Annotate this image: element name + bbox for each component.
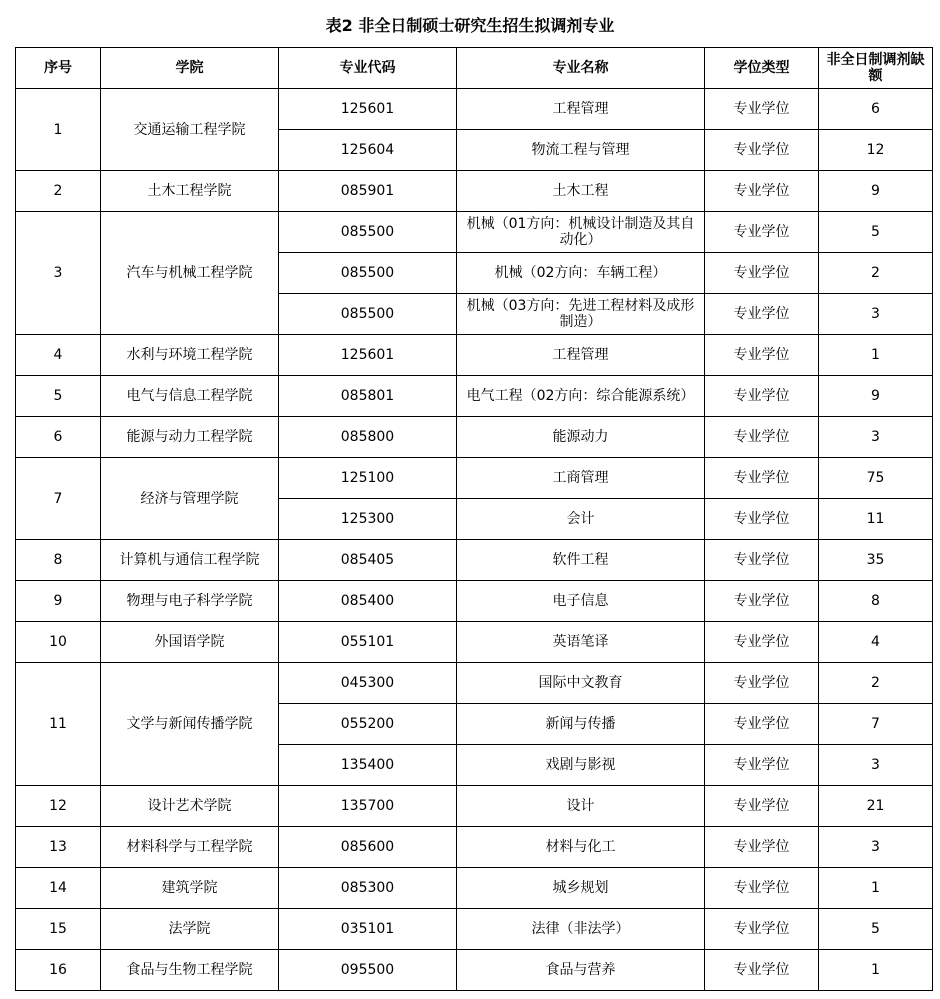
cell-major: 工商管理	[457, 458, 705, 499]
cell-quota: 6	[819, 89, 933, 130]
cell-code: 135400	[279, 745, 457, 786]
cell-major: 工程管理	[457, 89, 705, 130]
cell-seq: 10	[16, 622, 101, 663]
cell-quota: 5	[819, 212, 933, 253]
cell-degree: 专业学位	[705, 827, 819, 868]
cell-code: 125604	[279, 130, 457, 171]
adjustment-table	[15, 47, 933, 991]
table-row	[16, 868, 933, 909]
cell-quota: 4	[819, 622, 933, 663]
cell-code: 035101	[279, 909, 457, 950]
cell-degree: 专业学位	[705, 89, 819, 130]
table-row	[16, 89, 933, 130]
cell-college: 建筑学院	[101, 868, 279, 909]
cell-quota: 1	[819, 335, 933, 376]
cell-code: 085901	[279, 171, 457, 212]
cell-major: 材料与化工	[457, 827, 705, 868]
header-code: 专业代码	[279, 48, 457, 89]
cell-degree: 专业学位	[705, 171, 819, 212]
cell-degree: 专业学位	[705, 540, 819, 581]
cell-degree: 专业学位	[705, 335, 819, 376]
table-row	[16, 376, 933, 417]
cell-code: 085405	[279, 540, 457, 581]
cell-college: 交通运输工程学院	[101, 89, 279, 171]
cell-college: 设计艺术学院	[101, 786, 279, 827]
cell-code: 085800	[279, 417, 457, 458]
cell-college: 材料科学与工程学院	[101, 827, 279, 868]
cell-code: 085600	[279, 827, 457, 868]
cell-college: 汽车与机械工程学院	[101, 212, 279, 335]
cell-major: 电子信息	[457, 581, 705, 622]
cell-degree: 专业学位	[705, 212, 819, 253]
cell-major: 机械（01方向：机械设计制造及其自动化）	[457, 212, 705, 253]
table-header-row	[16, 48, 933, 89]
table-body	[16, 89, 933, 991]
table-row	[16, 417, 933, 458]
cell-code: 095500	[279, 950, 457, 991]
table-row	[16, 622, 933, 663]
cell-code: 125100	[279, 458, 457, 499]
cell-seq: 6	[16, 417, 101, 458]
cell-code: 125601	[279, 335, 457, 376]
cell-major: 设计	[457, 786, 705, 827]
header-quota: 非全日制调剂缺额	[819, 48, 933, 89]
cell-quota: 7	[819, 704, 933, 745]
cell-degree: 专业学位	[705, 622, 819, 663]
cell-code: 125300	[279, 499, 457, 540]
cell-code: 055200	[279, 704, 457, 745]
cell-college: 经济与管理学院	[101, 458, 279, 540]
cell-college: 文学与新闻传播学院	[101, 663, 279, 786]
cell-major: 会计	[457, 499, 705, 540]
cell-degree: 专业学位	[705, 581, 819, 622]
cell-major: 机械（02方向：车辆工程）	[457, 253, 705, 294]
cell-seq: 3	[16, 212, 101, 335]
cell-seq: 5	[16, 376, 101, 417]
cell-major: 城乡规划	[457, 868, 705, 909]
cell-seq: 12	[16, 786, 101, 827]
cell-quota: 11	[819, 499, 933, 540]
header-major: 专业名称	[457, 48, 705, 89]
cell-seq: 14	[16, 868, 101, 909]
cell-major: 电气工程（02方向：综合能源系统）	[457, 376, 705, 417]
table-row	[16, 171, 933, 212]
cell-seq: 13	[16, 827, 101, 868]
cell-major: 软件工程	[457, 540, 705, 581]
table-row	[16, 581, 933, 622]
table-row	[16, 458, 933, 499]
cell-code: 085400	[279, 581, 457, 622]
cell-code: 085500	[279, 294, 457, 335]
header-college: 学院	[101, 48, 279, 89]
cell-degree: 专业学位	[705, 376, 819, 417]
table-row	[16, 950, 933, 991]
cell-major: 法律（非法学）	[457, 909, 705, 950]
cell-seq: 16	[16, 950, 101, 991]
cell-college: 物理与电子科学学院	[101, 581, 279, 622]
cell-quota: 12	[819, 130, 933, 171]
cell-quota: 8	[819, 581, 933, 622]
cell-degree: 专业学位	[705, 868, 819, 909]
cell-quota: 9	[819, 376, 933, 417]
cell-major: 机械（03方向：先进工程材料及成形制造）	[457, 294, 705, 335]
table-row	[16, 540, 933, 581]
cell-quota: 3	[819, 294, 933, 335]
cell-major: 物流工程与管理	[457, 130, 705, 171]
cell-major: 英语笔译	[457, 622, 705, 663]
cell-major: 食品与营养	[457, 950, 705, 991]
cell-seq: 2	[16, 171, 101, 212]
cell-quota: 2	[819, 253, 933, 294]
cell-college: 电气与信息工程学院	[101, 376, 279, 417]
cell-college: 能源与动力工程学院	[101, 417, 279, 458]
cell-degree: 专业学位	[705, 294, 819, 335]
cell-degree: 专业学位	[705, 704, 819, 745]
cell-college: 计算机与通信工程学院	[101, 540, 279, 581]
cell-code: 085500	[279, 253, 457, 294]
cell-code: 055101	[279, 622, 457, 663]
cell-college: 外国语学院	[101, 622, 279, 663]
cell-degree: 专业学位	[705, 950, 819, 991]
cell-college: 法学院	[101, 909, 279, 950]
cell-degree: 专业学位	[705, 909, 819, 950]
cell-code: 045300	[279, 663, 457, 704]
cell-seq: 7	[16, 458, 101, 540]
cell-degree: 专业学位	[705, 458, 819, 499]
table-row	[16, 335, 933, 376]
table-row	[16, 827, 933, 868]
cell-quota: 3	[819, 417, 933, 458]
cell-code: 125601	[279, 89, 457, 130]
cell-degree: 专业学位	[705, 499, 819, 540]
table-row	[16, 212, 933, 253]
cell-major: 工程管理	[457, 335, 705, 376]
cell-quota: 9	[819, 171, 933, 212]
cell-quota: 2	[819, 663, 933, 704]
cell-degree: 专业学位	[705, 663, 819, 704]
cell-college: 水利与环境工程学院	[101, 335, 279, 376]
table-row	[16, 909, 933, 950]
cell-seq: 4	[16, 335, 101, 376]
cell-degree: 专业学位	[705, 745, 819, 786]
cell-major: 土木工程	[457, 171, 705, 212]
cell-quota: 21	[819, 786, 933, 827]
cell-major: 新闻与传播	[457, 704, 705, 745]
cell-quota: 3	[819, 827, 933, 868]
header-degree: 学位类型	[705, 48, 819, 89]
cell-degree: 专业学位	[705, 253, 819, 294]
cell-seq: 11	[16, 663, 101, 786]
cell-seq: 9	[16, 581, 101, 622]
cell-quota: 5	[819, 909, 933, 950]
cell-quota: 1	[819, 868, 933, 909]
cell-degree: 专业学位	[705, 417, 819, 458]
table-title: 表2 非全日制硕士研究生招生拟调剂专业	[325, 16, 615, 35]
header-seq: 序号	[16, 48, 101, 89]
cell-college: 土木工程学院	[101, 171, 279, 212]
cell-major: 能源动力	[457, 417, 705, 458]
cell-college: 食品与生物工程学院	[101, 950, 279, 991]
cell-seq: 8	[16, 540, 101, 581]
table-row	[16, 663, 933, 704]
cell-major: 戏剧与影视	[457, 745, 705, 786]
cell-code: 085500	[279, 212, 457, 253]
cell-code: 085801	[279, 376, 457, 417]
cell-code: 135700	[279, 786, 457, 827]
cell-degree: 专业学位	[705, 786, 819, 827]
cell-quota: 75	[819, 458, 933, 499]
cell-code: 085300	[279, 868, 457, 909]
cell-degree: 专业学位	[705, 130, 819, 171]
cell-seq: 1	[16, 89, 101, 171]
table-row	[16, 786, 933, 827]
cell-major: 国际中文教育	[457, 663, 705, 704]
cell-quota: 1	[819, 950, 933, 991]
cell-quota: 35	[819, 540, 933, 581]
cell-quota: 3	[819, 745, 933, 786]
cell-seq: 15	[16, 909, 101, 950]
